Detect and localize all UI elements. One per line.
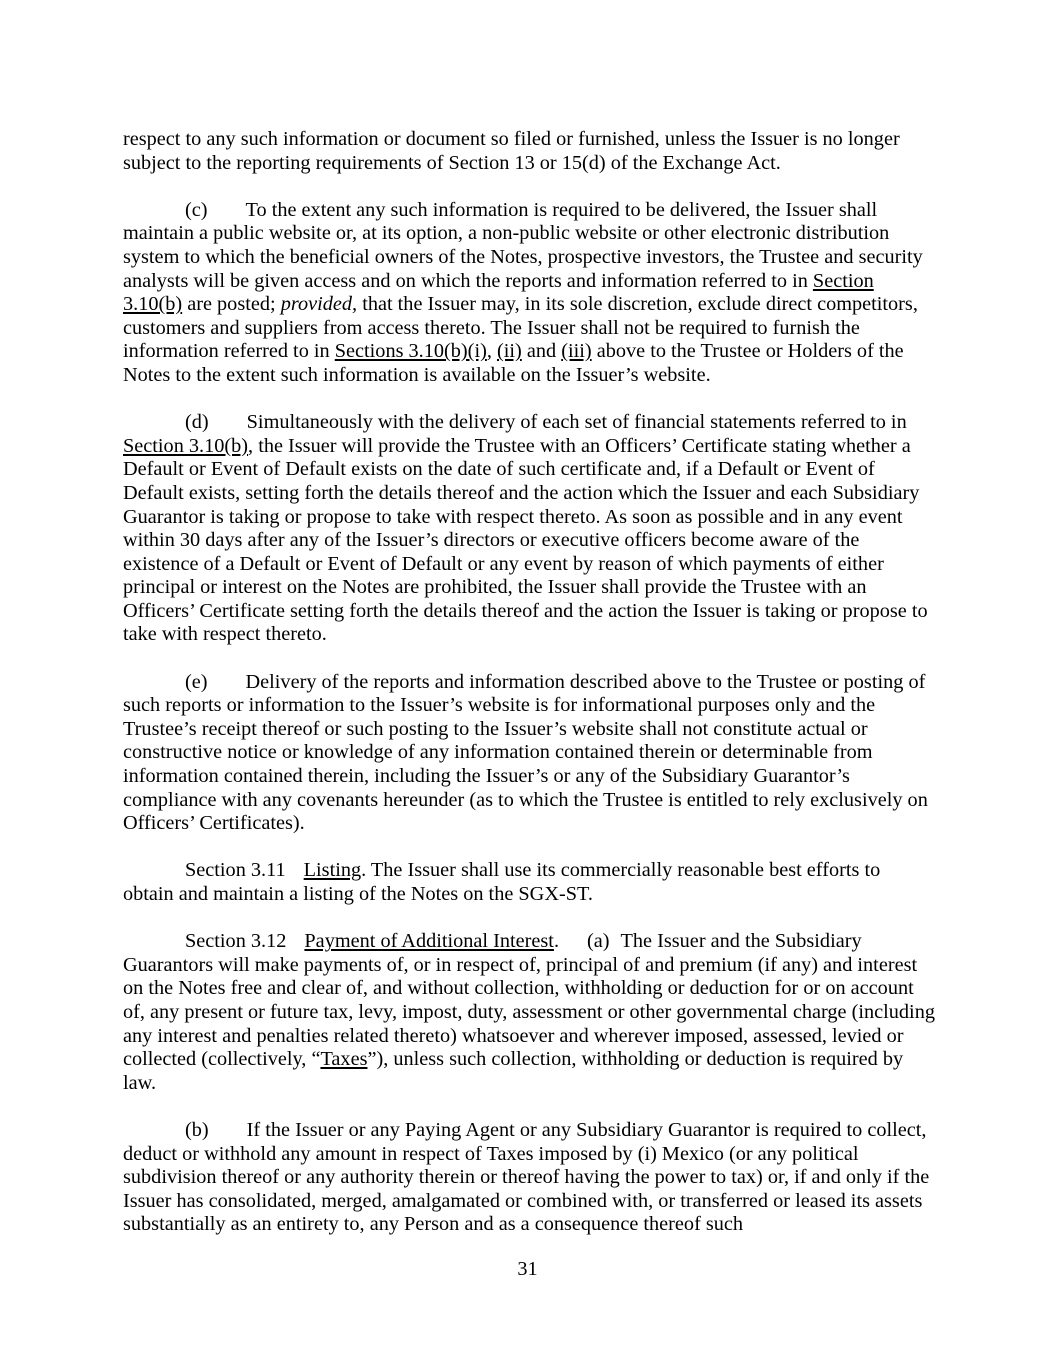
- text-run: If the Issuer or any Paying Agent or any Subsidiary Guarantor is required to collect, deduct or withhold any amount in respect of Taxes imposed by (i) Mexico (or any political subdivision thereof or any authority therein or thereof having the power to tax) or, if and only if the Issuer has consolidated, merged, amalgamated or combined with, or transferred or leased its assets substantially as an entirety to, any Person and as a consequence thereof such: [123, 1118, 930, 1236]
- text-run: respect to any such information or document so filed or furnished, unless the Issuer is no longer subject to the reporting requirements of Section 13 or 15(d) of the Exchange Act.: [123, 128, 900, 174]
- text-run: Listing: [303, 859, 362, 882]
- text-run: Sections 3.10(b)(i): [334, 340, 487, 363]
- text-run: and: [521, 340, 562, 363]
- text-run: Taxes: [320, 1048, 368, 1071]
- text-run: (b): [185, 1118, 209, 1141]
- tab-spacer: [208, 687, 246, 688]
- paragraph: [123, 1119, 935, 1237]
- text-run: (c): [185, 198, 208, 221]
- text-run: ”), unless such collection, withholding or deduction is required by law.: [123, 1048, 904, 1094]
- tab-spacer: [209, 427, 247, 428]
- paragraph: [123, 128, 935, 175]
- text-run: that the Issuer may, in its sole discretion, exclude direct competitors, customers and suppliers from access thereto. The Issuer shall not be required to furnish the information referred to in: [123, 293, 918, 363]
- page-footer: [0, 1258, 1055, 1282]
- paragraph: [123, 411, 935, 647]
- text-run: above to the Trustee or Holders of the Notes to the extent such information is available on the Issuer’s website.: [123, 340, 904, 386]
- text-run: (a): [587, 930, 610, 953]
- text-run: . The Issuer shall use its commercially reasonable best efforts to obtain and maintain a listing of the Notes on the SGX-ST.: [123, 859, 881, 905]
- tab-spacer: [286, 875, 304, 876]
- text-run: To the extent any such information is required to be delivered, the Issuer shall maintain a public website or, at its option, a non-public website or other electronic distribution system to which the beneficial owners of the Notes, prospective investors, the Trustee and security analysts will be given access and on which the reports and information referred to in: [123, 198, 923, 292]
- text-run: Section 3.12: [185, 930, 287, 953]
- text-run: (ii): [496, 340, 522, 363]
- text-run: (e): [185, 670, 208, 693]
- text-run: Payment of Additional Interest: [304, 930, 554, 953]
- text-run: .: [553, 930, 560, 953]
- text-run: Section 3.10(b): [123, 269, 874, 316]
- page-number: 31: [517, 1258, 538, 1280]
- paragraph: [123, 930, 935, 1095]
- paragraph: [123, 859, 935, 906]
- tab-spacer: [559, 946, 587, 947]
- text-run: Section 3.11: [185, 859, 286, 882]
- tab-spacer: [208, 215, 246, 216]
- text-run: The Issuer and the Subsidiary Guarantors will make payments of, or in respect of, principal of and premium (if any) and interest on the Notes free and clear of, and without collection, withholding or deduction for or on account of, any present or future tax, levy, impost, duty, assessment or other governmental charge (including any interest and penalties related thereto) whatsoever and wherever imposed, assessed, levied or collected (collectively, “: [123, 930, 935, 1071]
- tab-spacer: [286, 946, 304, 947]
- text-run: (iii): [561, 340, 592, 363]
- paragraph: [123, 671, 935, 836]
- text-run: (d): [185, 411, 209, 434]
- text-run: Delivery of the reports and information described above to the Trustee or posting of such reports or information to the Issuer’s website is for informational purposes only and the Trustee’s receipt thereof or such posting to the Issuer’s website shall not constitute actual or constructive notice or knowledge of any information contained therein or determinable from information contained therein, including the Issuer’s or any of the Subsidiary Guarantor’s compliance with any covenants hereunder (as to which the Trustee is entitled to rely exclusively on Officers’ Certificates).: [123, 670, 928, 835]
- text-run: ,: [486, 340, 497, 363]
- text-run: are posted;: [182, 293, 281, 316]
- document-body: [123, 128, 935, 1261]
- text-run: provided,: [280, 293, 358, 316]
- text-run: , the Issuer will provide the Trustee with an Officers’ Certificate stating whether a Default or Event of Default exists on the date of such certificate and, if a Default or Event of Default exists, setting forth the details thereof and the action which the Issuer and each Subsidiary Guarantor is taking or propose to take with respect thereto. As soon as possible and in any event within 30 days after any of the Issuer’s directors or executive officers become aware of the existence of a Default or Event of Default or any event by reason of which payments of either principal or interest on the Notes are prohibited, the Issuer shall provide the Trustee with an Officers’ Certificate setting forth the details thereof and the action the Issuer is taking or propose to take with respect thereto.: [123, 434, 928, 646]
- text-run: Section 3.10(b): [123, 434, 249, 457]
- paragraph: [123, 199, 935, 388]
- tab-spacer: [209, 1135, 247, 1136]
- text-run: Simultaneously with the delivery of each set of financial statements referred to in: [246, 411, 907, 434]
- tab-spacer: [610, 946, 621, 947]
